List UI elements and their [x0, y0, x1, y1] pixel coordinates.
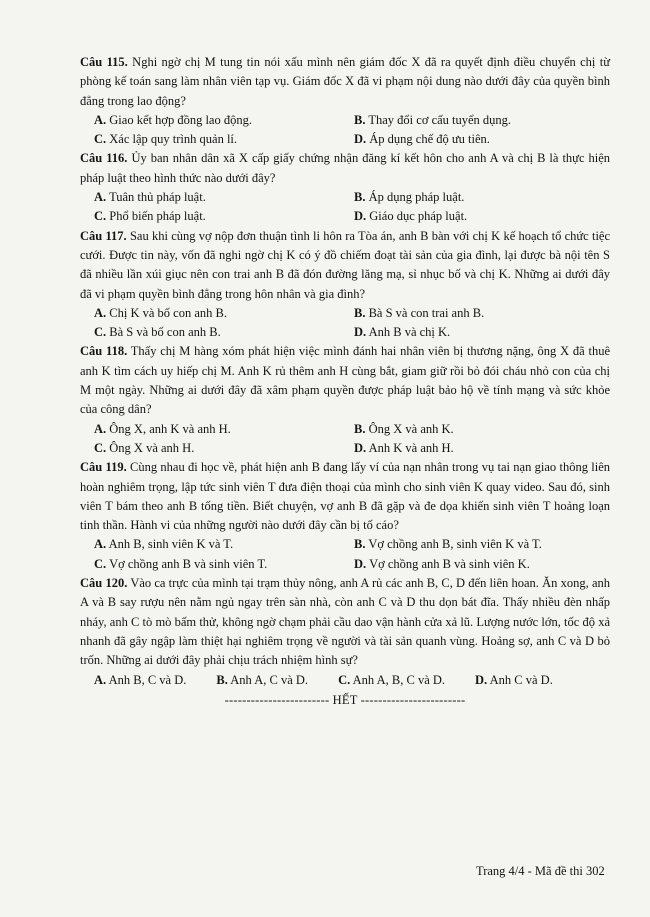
question-text: Câu 120. Vào ca trực của mình tại trạm thủy nông, anh A rủ các anh B, C, D đến liên hoan. Ăn xong, anh A và B say rượu nên nằm ngủ ngay trên sàn nhà, còn anh C và D thu dọn bát đĩa. Thấy nhiều đèn nhấp nháy, anh C tò mò bấm thử, không ngờ chạm phải cầu dao vận hành cửa xả lũ. Lượng nước lớn, tốc độ xả nhanh đã gây ngập làm thiệt hại nghiêm trọng về người và tài sản quanh vùng. Hoảng sợ, anh C và D bỏ trốn. Những ai dưới đây phải chịu trách nhiệm hình sự? — [80, 576, 610, 668]
option-b: B. Anh A, C và D. — [216, 672, 309, 687]
option-d: D. Anh C và D. — [475, 672, 553, 687]
option-b: B. Bà S và con trai anh B. — [354, 305, 485, 320]
option-c: C. Phổ biến pháp luật. — [94, 209, 206, 224]
option-c: C. Anh A, B, C và D. — [338, 672, 446, 687]
exam-content — [80, 53, 610, 710]
option-b: B. Vợ chồng anh B, sinh viên K và T. — [354, 537, 542, 552]
question-text: Câu 119. Cùng nhau đi học về, phát hiện anh B đang lấy ví của nạn nhân trong vụ tai nạn giao thông liên hoàn nghiêm trọng, lập tức sinh viên T đưa điện thoại của mình cho sinh viên K quay video. Sau đó, sinh viên T bám theo anh B tống tiền. Biết chuyện, vợ anh B đã gặp và đe dọa khiến sinh viên T hoảng loạn tinh thần. Hành vi của những người nào dưới đây cần bị tố cáo? — [80, 460, 610, 533]
option-b: B. Thay đổi cơ cấu tuyển dụng. — [354, 112, 512, 127]
answer-options — [80, 671, 610, 690]
answer-options — [80, 304, 610, 343]
question-119 — [80, 458, 610, 574]
question-117 — [80, 227, 610, 343]
question-number: Câu 115. — [80, 55, 128, 69]
option-a: A. Giao kết hợp đồng lao động. — [94, 112, 252, 127]
question-118 — [80, 342, 610, 458]
end-marker: ------------------------ HẾT ------------------------ — [224, 692, 466, 707]
answer-options — [80, 188, 610, 227]
question-115 — [80, 53, 610, 149]
question-text: Câu 118. Thấy chị M hàng xóm phát hiện việc mình đánh hai nhân viên bị thương nặng, ông X đã thuê anh K tìm cách uy hiếp chị M. Anh K rủ thêm anh H cùng bắt, giam giữ rồi bỏ đói cháu nhỏ con của chị M một ngày. Những ai dưới đây đã xâm phạm quyền được pháp luật bảo hộ về tính mạng và sức khỏe của công dân? — [80, 344, 610, 417]
option-d: D. Áp dụng chế độ ưu tiên. — [354, 132, 490, 147]
question-number: Câu 118. — [80, 344, 128, 359]
question-number: Câu 120. — [80, 576, 128, 591]
answer-options — [80, 420, 610, 459]
question-116 — [80, 149, 610, 226]
question-number: Câu 117. — [80, 228, 127, 243]
option-a: A. Chị K và bố con anh B. — [94, 305, 227, 320]
option-d: D. Vợ chồng anh B và sinh viên K. — [354, 556, 530, 571]
option-c: C. Xác lập quy trình quản lí. — [94, 132, 238, 147]
answer-options — [80, 111, 610, 150]
option-a: A. Anh B, sinh viên K và T. — [94, 537, 234, 552]
option-c: C. Bà S và bố con anh B. — [94, 325, 221, 340]
option-c: C. Vợ chồng anh B và sinh viên T. — [94, 556, 268, 571]
answer-options — [80, 535, 610, 574]
question-text: Câu 116. Ủy ban nhân dân xã X cấp giấy chứng nhận đăng kí kết hôn cho anh A và chị B là thực hiện pháp luật theo hình thức nào dưới đây? — [80, 151, 611, 185]
option-d: D. Anh K và anh H. — [354, 440, 454, 455]
option-b: B. Áp dụng pháp luật. — [354, 190, 465, 205]
option-d: D. Giáo dục pháp luật. — [354, 209, 468, 224]
page-footer: Trang 4/4 - Mã đề thi 302 — [476, 864, 605, 878]
question-number: Câu 119. — [80, 460, 127, 475]
question-text: Câu 115. Nghi ngờ chị M tung tin nói xấu mình nên giám đốc X đã ra quyết định điều chuyển chị từ phòng kế toán sang làm nhân viên tạp vụ. Giám đốc X đã vi phạm nội dung nào dưới đây của quyền bình đẳng trong lao động? — [80, 55, 611, 108]
question-120 — [80, 574, 610, 690]
question-number: Câu 116. — [80, 151, 128, 166]
option-d: D. Anh B và chị K. — [354, 325, 451, 340]
option-a: A. Anh B, C và D. — [94, 672, 187, 687]
option-a: A. Tuân thủ pháp luật. — [94, 190, 206, 205]
option-c: C. Ông X và anh H. — [94, 440, 195, 455]
option-a: A. Ông X, anh K và anh H. — [94, 421, 231, 436]
question-text: Câu 117. Sau khi cùng vợ nộp đơn thuận tình li hôn ra Tòa án, anh B bàn với chị K kế hoạch tổ chức tiệc cưới. Được tin này, vốn đã nghi ngờ chị K có ý đồ chiếm đoạt tài sản của gia đình, lại được bà nội tên S đã nhiều lần xúi giục nên con trai anh B đã đón đường lăng mạ, sỉ nhục bố và chị K. Những ai dưới đây đã vi phạm quyền bình đẳng trong hôn nhân và gia đình? — [80, 228, 611, 301]
option-b: B. Ông X và anh K. — [354, 421, 454, 436]
